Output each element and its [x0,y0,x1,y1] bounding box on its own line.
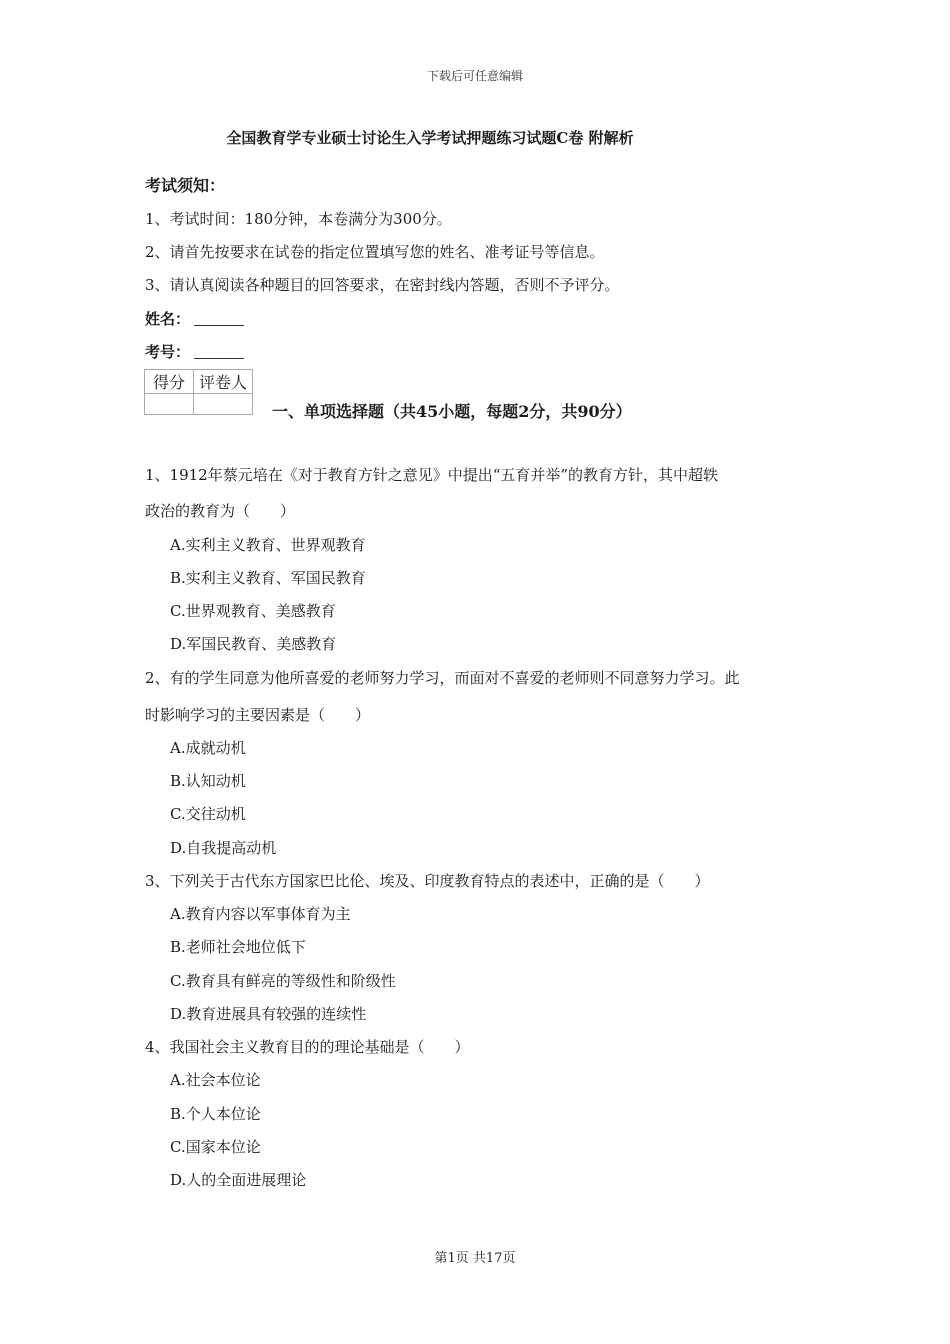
question-4-stem: 4、我国社会主义教育目的的理论基础是（ ） [145,1038,470,1056]
id-blank [194,344,244,359]
score-header: 得分 [145,370,194,394]
score-cell [145,394,194,415]
question-4-option-c: C.国家本位论 [170,1138,261,1156]
question-4-option-a: A.社会本位论 [170,1071,261,1089]
question-1-option-a: A.实利主义教育、世界观教育 [170,536,366,554]
notice-item: 1、考试时间：180分钟，本卷满分为300分。 [145,210,452,228]
id-label: 考号： [145,343,191,361]
question-4-option-b: B.个人本位论 [170,1105,261,1123]
name-blank [194,311,244,326]
question-2-stem-cont: 时影响学习的主要因素是（ ） [145,706,371,724]
question-2-option-c: C.交往动机 [170,805,246,823]
notice-item: 3、请认真阅读各种题目的回答要求，在密封线内答题，否则不予评分。 [145,276,620,294]
question-1-option-b: B.实利主义教育、军国民教育 [170,569,366,587]
question-3-option-a: A.教育内容以军事体育为主 [170,905,351,923]
question-3-option-b: B.老师社会地位低下 [170,938,306,956]
page-footer: 第1页 共17页 [434,1251,516,1266]
question-2-option-b: B.认知动机 [170,772,246,790]
name-field [145,308,244,329]
notice-item: 2、请首先按要求在试卷的指定位置填写您的姓名、准考证号等信息。 [145,243,605,261]
question-1-option-d: D.军国民教育、美感教育 [170,635,337,653]
id-field [145,341,244,362]
question-2-option-d: D.自我提高动机 [170,839,277,857]
question-2-option-a: A.成就动机 [170,739,246,757]
notice-title: 考试须知： [145,176,226,195]
question-3-option-c: C.教育具有鲜亮的等级性和阶级性 [170,972,396,990]
question-1-stem: 1、1912年蔡元培在《对于教育方针之意见》中提出“五育并举”的教育方针，其中超轶 [145,466,719,484]
question-1-stem-cont: 政治的教育为（ ） [145,502,296,520]
score-table [144,369,253,415]
name-label: 姓名： [145,310,191,328]
question-3-option-d: D.教育进展具有较强的连续性 [170,1005,367,1023]
grader-header: 评卷人 [194,370,253,394]
question-3-stem: 3、下列关于古代东方国家巴比伦、埃及、印度教育特点的表述中，正确的是（ ） [145,872,710,890]
document-title: 全国教育学专业硕士讨论生入学考试押题练习试题C卷 附解析 [226,129,634,147]
grader-cell [194,394,253,415]
page-header: 下载后可任意编辑 [426,69,523,83]
section-title: 一、单项选择题（共45小题，每题2分，共90分） [272,402,632,421]
question-4-option-d: D.人的全面进展理论 [170,1171,307,1189]
question-2-stem: 2、有的学生同意为他所喜爱的老师努力学习，而面对不喜爱的老师则不同意努力学习。此 [145,669,740,687]
question-1-option-c: C.世界观教育、美感教育 [170,602,336,620]
